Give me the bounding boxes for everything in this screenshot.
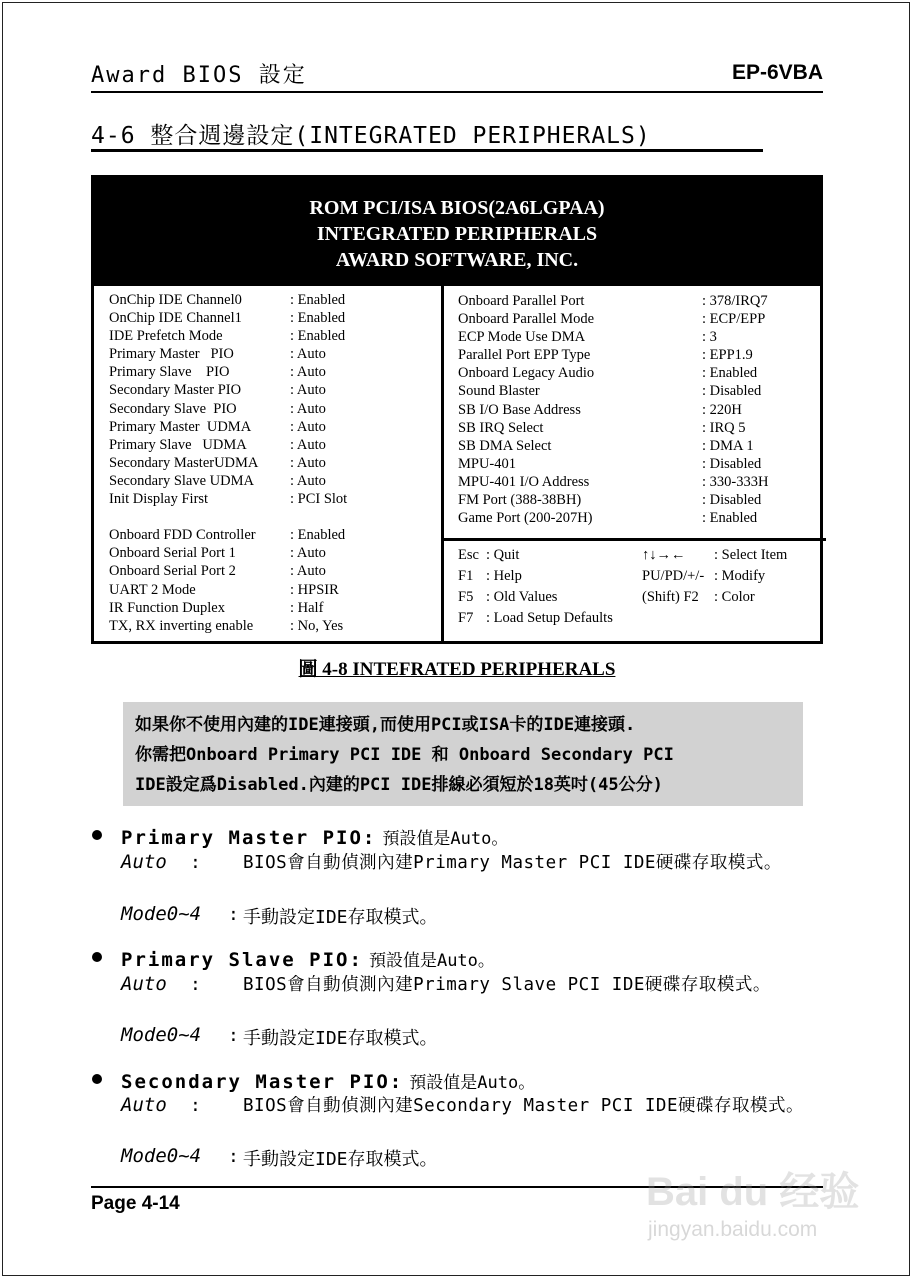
bios-title-line: INTEGRATED PERIPHERALS — [316, 223, 598, 245]
setting-value: : Auto — [290, 436, 326, 453]
setting-row[interactable] — [109, 581, 439, 599]
setting-label: Secondary Slave UDMA — [109, 472, 254, 489]
setting-value: : HPSIR — [290, 581, 339, 598]
setting-label: Init Display First — [109, 491, 209, 508]
setting-label: Onboard Serial Port 2 — [109, 563, 236, 580]
setting-value: : 378/IRQ7 — [702, 293, 768, 309]
setting-row[interactable] — [109, 454, 439, 472]
item-heading — [121, 824, 508, 849]
bios-screen — [91, 175, 823, 644]
option-colon: : — [190, 974, 201, 995]
section-rule — [91, 149, 763, 152]
note-line: 你需把Onboard Primary PCI IDE 和 Onboard Secondary PCI — [135, 745, 674, 765]
setting-row[interactable] — [458, 346, 818, 364]
note-box — [123, 702, 803, 806]
setting-label: Primary Master UDMA — [109, 418, 252, 435]
setting-value: : EPP1.9 — [702, 347, 753, 364]
key-desc: : Load Setup Defaults — [486, 610, 613, 626]
setting-row[interactable] — [109, 472, 439, 490]
watermark-url: jingyan.baidu.com — [648, 1218, 818, 1241]
setting-row[interactable] — [109, 562, 439, 580]
setting-value: : Auto — [290, 454, 326, 471]
option-label: Mode0~4 — [121, 1024, 202, 1046]
setting-label: Sound Blaster — [458, 383, 540, 400]
setting-label: MPU-401 I/O Address — [458, 473, 590, 490]
setting-label: IDE Prefetch Mode — [109, 328, 223, 345]
bullet-icon — [92, 1074, 102, 1084]
arrow-keys-icon: ↑↓→← — [642, 547, 686, 563]
key-desc: : Help — [486, 568, 522, 584]
setting-label: SB DMA Select — [458, 437, 552, 454]
setting-label: OnChip IDE Channel0 — [109, 292, 242, 308]
setting-value: : Disabled — [702, 492, 762, 509]
setting-label: SB I/O Base Address — [458, 401, 581, 418]
option-desc: BIOS會自動偵測內建Secondary Master PCI IDE硬碟存取模式。 — [243, 1096, 805, 1116]
setting-row[interactable] — [109, 544, 439, 562]
setting-row[interactable] — [109, 400, 439, 418]
key-row — [458, 589, 818, 610]
setting-row[interactable] — [458, 455, 818, 473]
option-colon: : — [228, 1025, 239, 1046]
setting-row[interactable] — [109, 327, 439, 345]
header-model: EP-6VBA — [731, 61, 823, 84]
setting-value: : PCI Slot — [290, 491, 348, 508]
setting-label: UART 2 Mode — [109, 581, 196, 598]
option-label: Mode0~4 — [121, 903, 202, 925]
option-label: Mode0~4 — [121, 1145, 202, 1167]
header-title: Award BIOS 設定 — [91, 63, 307, 88]
setting-value: : Enabled — [702, 365, 758, 382]
setting-row[interactable] — [458, 491, 818, 509]
setting-row[interactable] — [458, 437, 818, 455]
item-key: Primary Slave PIO: — [121, 949, 363, 971]
item-default: 預設值是Auto。 — [382, 829, 509, 849]
setting-value: : Enabled — [290, 328, 346, 345]
option-label: Auto — [121, 1094, 167, 1116]
setting-value: : No, Yes — [290, 617, 344, 634]
setting-label: Secondary MasterUDMA — [109, 454, 259, 471]
setting-value: : Half — [290, 599, 324, 616]
key-desc: : Select Item — [714, 547, 788, 563]
key-name: (Shift) F2 — [642, 589, 699, 605]
section-title: 4-6 整合週邊設定(INTEGRATED PERIPHERALS) — [91, 123, 651, 149]
key-row — [458, 610, 818, 631]
setting-row[interactable] — [109, 617, 439, 635]
setting-value: : Disabled — [702, 383, 762, 400]
setting-value: : Auto — [290, 472, 326, 489]
option-colon: : — [190, 852, 201, 873]
setting-row[interactable] — [109, 490, 439, 508]
setting-label: Onboard Legacy Audio — [458, 365, 595, 382]
page-number: Page 4-14 — [91, 1193, 180, 1214]
setting-row[interactable] — [109, 363, 439, 381]
key-row — [458, 568, 818, 589]
setting-label: Parallel Port EPP Type — [458, 347, 591, 364]
setting-row[interactable] — [109, 436, 439, 454]
setting-row[interactable] — [458, 509, 818, 527]
setting-row[interactable] — [458, 473, 818, 491]
setting-row[interactable] — [458, 401, 818, 419]
setting-label: Secondary Master PIO — [109, 382, 242, 399]
key-name: PU/PD/+/- — [642, 568, 705, 584]
setting-value: : Disabled — [702, 455, 762, 472]
setting-value: : 3 — [702, 329, 717, 346]
key-name: F1 — [458, 568, 474, 584]
setting-row[interactable] — [458, 292, 818, 310]
setting-label: SB IRQ Select — [458, 419, 544, 436]
key-desc: : Old Values — [486, 589, 558, 605]
item-heading — [121, 946, 495, 971]
header-rule — [91, 91, 823, 93]
setting-value: : Auto — [290, 382, 326, 399]
bullet-icon — [92, 952, 102, 962]
setting-value: : Auto — [290, 563, 326, 580]
bios-right-settings — [458, 292, 818, 527]
option-desc: 手動設定IDE存取模式。 — [243, 907, 438, 928]
setting-value: : 330-333H — [702, 473, 769, 490]
setting-value: : DMA 1 — [702, 437, 754, 454]
item-key: Primary Master PIO: — [121, 827, 377, 849]
bios-divider-vertical — [441, 286, 444, 641]
setting-row[interactable] — [458, 419, 818, 437]
figure-caption: 圖 4-8 INTEFRATED PERIPHERALS — [298, 659, 616, 680]
key-name: F5 — [458, 589, 474, 605]
key-name: Esc — [458, 547, 479, 563]
option-colon: : — [190, 1095, 201, 1116]
setting-value: : Enabled — [290, 310, 346, 327]
note-line: 如果你不使用內建的IDE連接頭,而使用PCI或ISA卡的IDE連接頭. — [135, 715, 636, 735]
setting-value: : Auto — [290, 346, 326, 363]
setting-label: MPU-401 — [458, 455, 517, 472]
setting-label: ECP Mode Use DMA — [458, 329, 586, 346]
bios-header — [94, 178, 820, 286]
setting-label: OnChip IDE Channel1 — [109, 310, 242, 327]
setting-value: : ECP/EPP — [702, 311, 766, 328]
setting-value: : 220H — [702, 401, 742, 418]
option-desc: BIOS會自動偵測內建Primary Slave PCI IDE硬碟存取模式。 — [243, 975, 771, 995]
option-desc: BIOS會自動偵測內建Primary Master PCI IDE硬碟存取模式。 — [243, 853, 782, 873]
setting-label: Primary Master PIO — [109, 346, 234, 363]
setting-row[interactable] — [109, 345, 439, 363]
option-label: Auto — [121, 973, 167, 995]
option-colon: : — [228, 904, 239, 925]
setting-label: Primary Slave PIO — [109, 364, 230, 381]
setting-label: Onboard Parallel Port — [458, 293, 585, 309]
key-desc: : Quit — [486, 547, 520, 563]
bios-divider-horizontal — [441, 538, 826, 541]
setting-value: : Enabled — [702, 510, 758, 527]
spacer-row — [109, 508, 439, 526]
setting-value: : Enabled — [290, 527, 346, 544]
item-default: 預設值是Auto。 — [409, 1073, 536, 1093]
setting-value: : Auto — [290, 545, 326, 562]
setting-row[interactable] — [458, 382, 818, 400]
item-key: Secondary Master PIO: — [121, 1071, 404, 1093]
setting-row[interactable] — [109, 599, 439, 617]
setting-row[interactable] — [458, 310, 818, 328]
setting-label: Secondary Slave PIO — [109, 400, 237, 417]
setting-row[interactable] — [109, 418, 439, 436]
setting-label: Primary Slave UDMA — [109, 436, 247, 453]
setting-label: FM Port (388-38BH) — [458, 492, 582, 509]
setting-label: Onboard Serial Port 1 — [109, 545, 236, 562]
bios-title-line: ROM PCI/ISA BIOS(2A6LGPAA) — [309, 197, 605, 219]
item-heading — [121, 1068, 535, 1093]
setting-value: : IRQ 5 — [702, 419, 746, 436]
note-line: IDE設定爲Disabled.內建的PCI IDE排線必須短於18英吋(45公分) — [135, 775, 663, 795]
bios-key-legend — [458, 547, 818, 631]
key-desc: : Color — [714, 589, 755, 605]
watermark-logo: Bai du 经验 — [646, 1170, 860, 1214]
watermark — [646, 1160, 866, 1250]
bios-title-line: AWARD SOFTWARE, INC. — [335, 249, 579, 271]
setting-label: IR Function Duplex — [109, 599, 225, 616]
setting-row[interactable] — [109, 381, 439, 399]
setting-row[interactable] — [109, 291, 439, 309]
setting-label: Game Port (200-207H) — [458, 510, 593, 527]
bios-left-settings — [109, 291, 439, 635]
setting-row[interactable] — [109, 526, 439, 544]
setting-row[interactable] — [109, 309, 439, 327]
option-colon: : — [228, 1146, 239, 1167]
bullet-icon — [92, 830, 102, 840]
setting-value: : Enabled — [290, 292, 346, 308]
setting-value: : Auto — [290, 364, 326, 381]
item-default: 預設值是Auto。 — [368, 951, 495, 971]
setting-label: Onboard FDD Controller — [109, 527, 256, 544]
setting-value: : Auto — [290, 400, 326, 417]
option-desc: 手動設定IDE存取模式。 — [243, 1149, 438, 1170]
setting-label: TX, RX inverting enable — [109, 617, 254, 634]
key-name: F7 — [458, 610, 474, 626]
setting-label: Onboard Parallel Mode — [458, 311, 595, 328]
setting-value: : Auto — [290, 418, 326, 435]
setting-row[interactable] — [458, 364, 818, 382]
option-desc: 手動設定IDE存取模式。 — [243, 1028, 438, 1049]
option-label: Auto — [121, 851, 167, 873]
setting-row[interactable] — [458, 328, 818, 346]
key-row — [458, 547, 818, 568]
key-desc: : Modify — [714, 568, 766, 584]
